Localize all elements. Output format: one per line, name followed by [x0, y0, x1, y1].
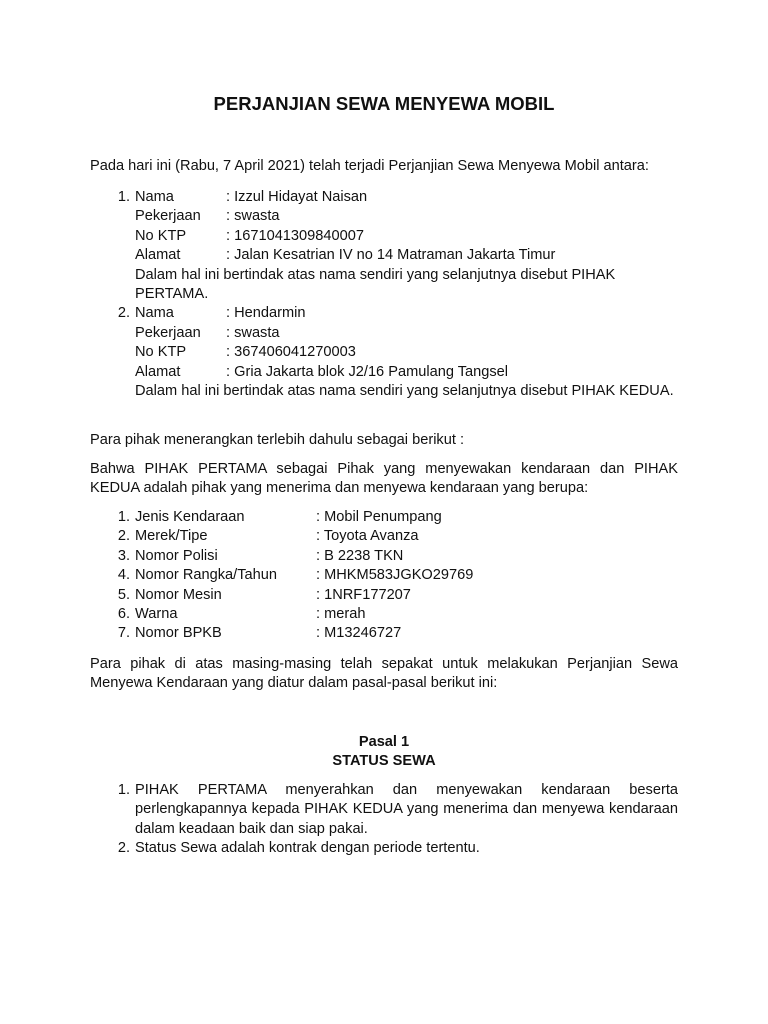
party-field-ktp	[135, 227, 678, 246]
vehicle-item	[90, 527, 678, 546]
vehicle-number: 3.	[117, 547, 130, 564]
field-value: : Hendarmin	[226, 305, 306, 322]
field-value: : swasta	[226, 208, 280, 225]
vehicle-value: : B 2238 TKN	[316, 547, 404, 564]
vehicle-value: : M13246727	[316, 625, 402, 642]
vehicle-number: 7.	[117, 625, 130, 642]
document-title: PERJANJIAN SEWA MENYEWA MOBIL	[213, 93, 555, 114]
vehicle-label: Merek/Tipe	[135, 528, 208, 545]
party-field-alamat	[135, 246, 678, 265]
field-label: Pekerjaan	[135, 324, 201, 341]
field-value: : swasta	[226, 324, 280, 341]
party-field-alamat	[135, 363, 678, 382]
pasal-item-text: PIHAK PERTAMA menyerahkan dan menyewakan kendaraan beserta perlengkapannya kepada PIHAK KEDUA yang menerima dan menyewa kendaraan dalam keadaan baik dan siap pakai.	[135, 782, 678, 837]
party-number: 1.	[117, 189, 130, 205]
vehicle-item	[90, 624, 678, 643]
field-value: : Gria Jakarta blok J2/16 Pamulang Tangsel	[226, 363, 509, 380]
pasal-heading: Pasal 1	[358, 734, 410, 750]
vehicle-value: : MHKM583JGKO29769	[316, 567, 474, 584]
party-item	[90, 304, 678, 401]
party-field-pekerjaan	[135, 207, 678, 226]
field-label: Pekerjaan	[135, 208, 201, 225]
pasal-item-number: 1.	[117, 782, 130, 798]
vehicle-number: 6.	[117, 606, 130, 623]
intro-paragraph: Pada hari ini (Rabu, 7 April 2021) telah terjadi Perjanjian Sewa Menyewa Mobil antara:	[90, 158, 649, 174]
party-note: Dalam hal ini bertindak atas nama sendiri yang selanjutnya disebut PIHAK PERTAMA.	[135, 266, 616, 303]
vehicle-value: : merah	[316, 606, 366, 623]
vehicle-item	[90, 586, 678, 605]
vehicle-value: : Toyota Avanza	[316, 528, 419, 545]
pasal-item-text: Status Sewa adalah kontrak dengan periode tertentu.	[135, 840, 480, 857]
parties-list	[90, 188, 678, 401]
field-label: Alamat	[135, 247, 181, 264]
vehicle-intro-paragraph: Bahwa PIHAK PERTAMA sebagai Pihak yang menyewakan kendaraan dan PIHAK KEDUA adalah pihak yang menerima dan menyewa kendaraan yang berupa:	[90, 461, 678, 497]
party-note: Dalam hal ini bertindak atas nama sendiri yang selanjutnya disebut PIHAK KEDUA.	[135, 383, 674, 400]
party-number: 2.	[117, 305, 130, 322]
vehicle-list	[90, 508, 678, 644]
party-field-ktp	[135, 343, 678, 362]
pasal-item	[90, 839, 678, 858]
vehicle-number: 2.	[117, 528, 130, 545]
vehicle-value: : 1NRF177207	[316, 586, 411, 603]
field-value: : Izzul Hidayat Naisan	[226, 189, 368, 205]
vehicle-item	[90, 508, 678, 527]
field-label: No KTP	[135, 344, 187, 361]
pasal-subheading: STATUS SEWA	[332, 753, 436, 769]
vehicle-label: Jenis Kendaraan	[135, 509, 245, 525]
vehicle-label: Nomor Polisi	[135, 547, 218, 564]
party-item	[90, 188, 678, 304]
field-value: : 1671041309840007	[226, 227, 364, 244]
field-label: No KTP	[135, 227, 187, 244]
vehicle-number: 5.	[117, 586, 130, 603]
vehicle-item	[90, 566, 678, 585]
party-field-nama	[135, 304, 678, 323]
vehicle-label: Nomor Rangka/Tahun	[135, 567, 277, 584]
vehicle-item	[90, 547, 678, 566]
field-label: Nama	[135, 189, 174, 205]
explanation-paragraph: Para pihak menerangkan terlebih dahulu sebagai berikut :	[90, 432, 465, 448]
vehicle-value: : Mobil Penumpang	[316, 509, 442, 525]
pasal-list	[90, 781, 678, 859]
vehicle-label: Nomor Mesin	[135, 586, 222, 603]
vehicle-label: Warna	[135, 606, 178, 623]
vehicle-number: 1.	[117, 509, 130, 525]
vehicle-label: Nomor BPKB	[135, 625, 222, 642]
pasal-item	[90, 781, 678, 839]
party-field-nama	[135, 188, 678, 207]
agreement-paragraph: Para pihak di atas masing-masing telah sepakat untuk melakukan Perjanjian Sewa Menyewa Kendaraan yang diatur dalam pasal-pasal berikut ini:	[90, 656, 678, 692]
field-label: Nama	[135, 305, 174, 322]
pasal-item-number: 2.	[117, 840, 130, 857]
field-label: Alamat	[135, 363, 181, 380]
vehicle-item	[90, 605, 678, 624]
field-value: : 367406041270003	[226, 344, 356, 361]
field-value: : Jalan Kesatrian IV no 14 Matraman Jakarta Timur	[226, 247, 556, 264]
party-field-pekerjaan	[135, 324, 678, 343]
vehicle-number: 4.	[117, 567, 130, 584]
